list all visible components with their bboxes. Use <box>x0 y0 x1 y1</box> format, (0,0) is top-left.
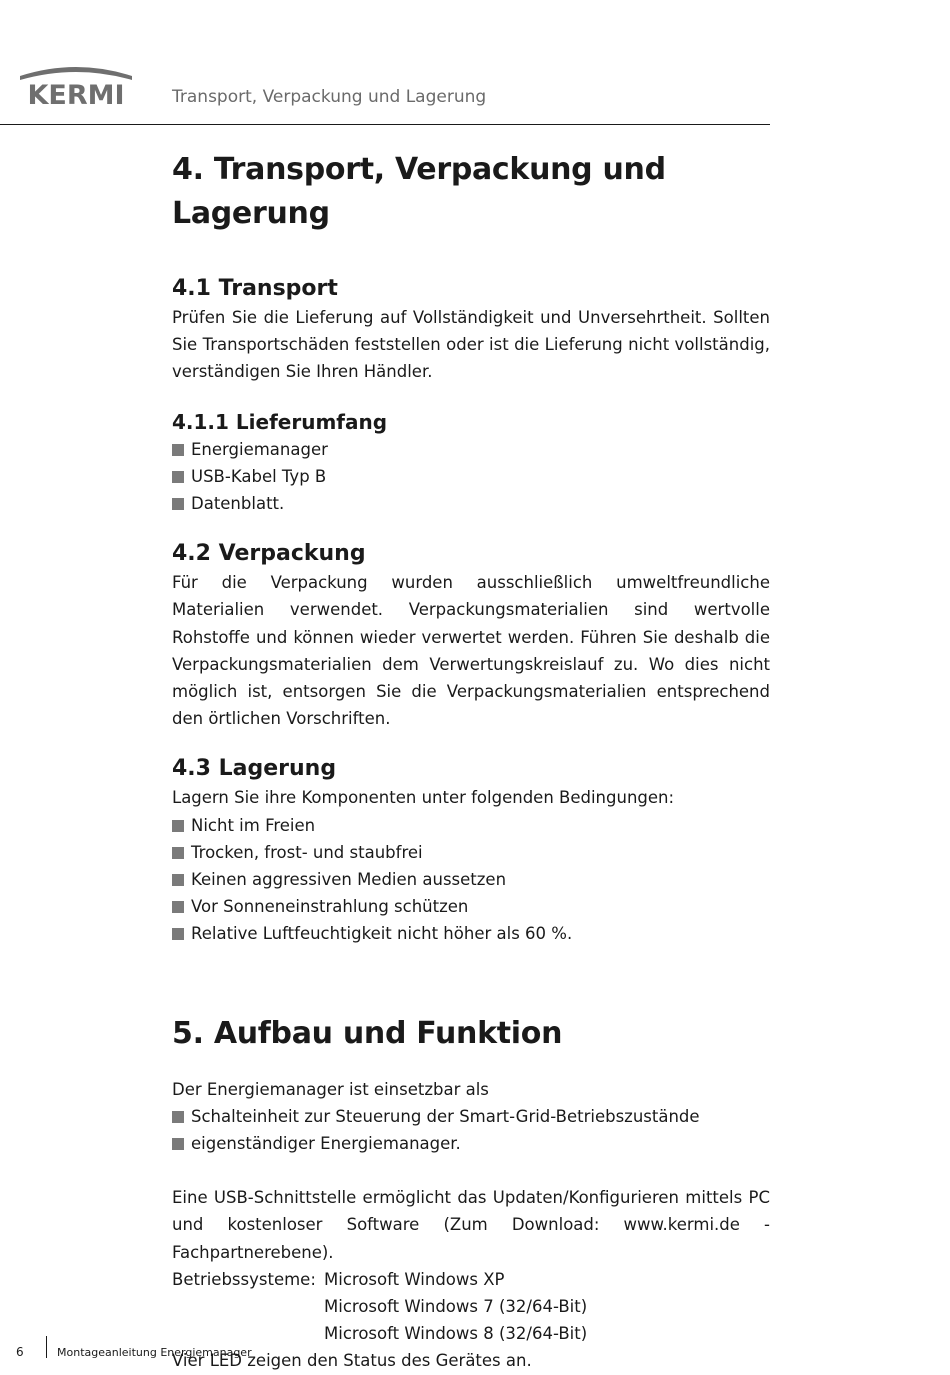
square-bullet-icon <box>172 498 184 510</box>
header-title: Transport, Verpackung und Lagerung <box>172 87 487 107</box>
list-item: Relative Luftfeuchtigkeit nicht höher als 60 %. <box>172 920 770 947</box>
square-bullet-icon <box>172 901 184 913</box>
svg-text:KERMI: KERMI <box>27 80 125 106</box>
verpackung-text: Für die Verpackung wurden ausschließlich umweltfreundliche Materialien verwendet. Verpackungsmaterialien sind wertvolle Rohstoffe und können wieder verwertet werden. Führen Sie deshalb die Verpackungsmaterialien dem Verwertungskreislauf zu. Wo dies nicht möglich ist, entsorgen Sie die Verpackungsmaterialien entsprechend den örtlichen Vorschriften. <box>172 573 770 729</box>
list-item: Vor Sonneneinstrahlung schützen <box>172 893 770 920</box>
square-bullet-icon <box>172 1111 184 1123</box>
list-item: Energiemanager <box>172 436 770 463</box>
list-item: Nicht im Freien <box>172 812 770 839</box>
square-bullet-icon <box>172 847 184 859</box>
footer-divider <box>46 1336 47 1358</box>
section-4-1-title: 4.1 Transport <box>172 276 338 301</box>
list-item: eigenständiger Energiemanager. <box>172 1130 770 1157</box>
square-bullet-icon <box>172 1138 184 1150</box>
footer-text: Montageanleitung Energiemanager <box>57 1346 252 1359</box>
os-row <box>172 1293 770 1320</box>
square-bullet-icon <box>172 444 184 456</box>
aufbau-list <box>172 1103 770 1157</box>
led-text: Vier LED zeigen den Status des Gerätes an. <box>172 1351 532 1371</box>
lieferumfang-list <box>172 436 770 518</box>
lagerung-list <box>172 812 770 948</box>
section-4-2-title: 4.2 Verpackung <box>172 541 366 567</box>
lagerung-intro: Lagern Sie ihre Komponenten unter folgenden Bedingungen: <box>172 788 675 808</box>
section-4-3-title: 4.3 Lagerung <box>172 756 337 782</box>
usb-text: Eine USB-Schnittstelle ermöglicht das Updaten/Konfigurieren mittels PC und kostenloser Software (Zum Download: www.kermi.de - Fachpartnerebene). <box>172 1188 770 1262</box>
section-4-title: 4. Transport, Verpackung und Lagerung <box>172 152 666 231</box>
os-row <box>172 1320 770 1347</box>
square-bullet-icon <box>172 820 184 832</box>
square-bullet-icon <box>172 471 184 483</box>
os-item: Microsoft Windows 8 (32/64-Bit) <box>324 1324 588 1344</box>
section-5-title: 5. Aufbau und Funktion <box>172 1015 563 1051</box>
os-row <box>172 1266 770 1293</box>
section-4-1-1-title: 4.1.1 Lieferumfang <box>172 409 388 434</box>
transport-text: Prüfen Sie die Lieferung auf Vollständigkeit und Unversehrtheit. Sollten Sie Transportschäden feststellen oder ist die Lieferung nicht vollständig, verständigen Sie Ihren Händler. <box>172 308 770 382</box>
os-item: Microsoft Windows XP <box>324 1269 505 1289</box>
list-item: Schalteinheit zur Steuerung der Smart-Grid-Betriebszustände <box>172 1103 770 1130</box>
aufbau-intro: Der Energiemanager ist einsetzbar als <box>172 1079 489 1099</box>
list-item: USB-Kabel Typ B <box>172 463 770 490</box>
list-item: Datenblatt. <box>172 490 770 517</box>
kermi-logo <box>16 62 136 106</box>
list-item: Trocken, frost- und staubfrei <box>172 839 770 866</box>
page-content <box>172 148 770 1375</box>
os-label: Betriebssysteme: <box>172 1269 316 1289</box>
square-bullet-icon <box>172 874 184 886</box>
list-item: Keinen aggressiven Medien aussetzen <box>172 866 770 893</box>
header-rule <box>0 124 770 125</box>
os-item: Microsoft Windows 7 (32/64-Bit) <box>324 1297 588 1317</box>
page-number: 6 <box>16 1345 24 1359</box>
square-bullet-icon <box>172 928 184 940</box>
